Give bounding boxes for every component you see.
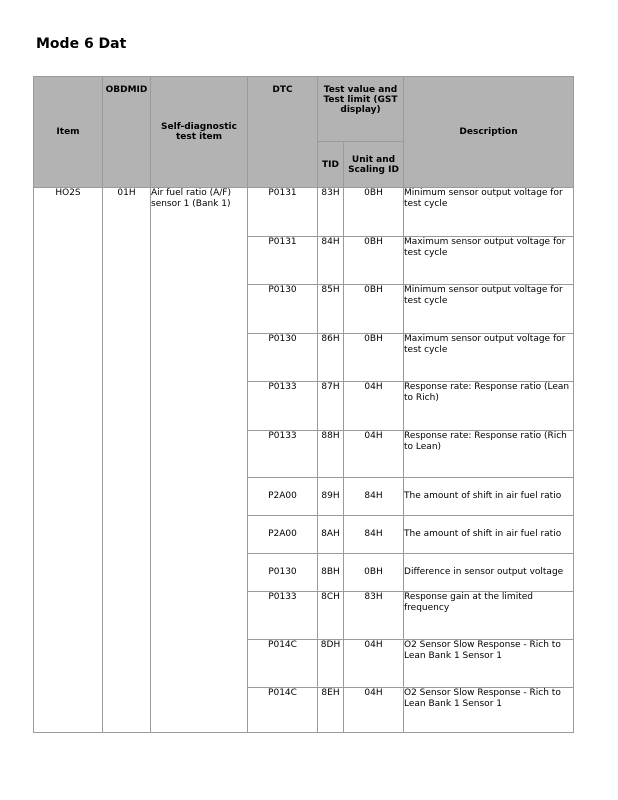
header-tid: TID <box>318 142 344 188</box>
header-self-diagnostic: Self-diagnostic test item <box>151 77 248 188</box>
unit-scaling-cell: 0BH <box>344 554 404 592</box>
tid-cell: 89H <box>318 478 344 516</box>
tid-cell: 8AH <box>318 516 344 554</box>
description-cell: Response rate: Response ratio (Rich to Lean) <box>404 431 574 478</box>
description-cell: Difference in sensor output voltage <box>404 554 574 592</box>
dtc-cell: P0133 <box>248 592 318 640</box>
dtc-cell: P0130 <box>248 554 318 592</box>
dtc-cell: P014C <box>248 688 318 733</box>
dtc-cell: P0130 <box>248 285 318 334</box>
header-item: Item <box>34 77 103 188</box>
header-test-value-group: Test value and Test limit (GST display) <box>318 77 404 142</box>
tid-cell: 8CH <box>318 592 344 640</box>
description-cell: The amount of shift in air fuel ratio <box>404 478 574 516</box>
dtc-cell: P0130 <box>248 334 318 382</box>
tid-cell: 87H <box>318 382 344 431</box>
unit-scaling-cell: 0BH <box>344 237 404 285</box>
tid-cell: 85H <box>318 285 344 334</box>
unit-scaling-cell: 04H <box>344 382 404 431</box>
unit-scaling-cell: 0BH <box>344 285 404 334</box>
dtc-cell: P2A00 <box>248 478 318 516</box>
tid-cell: 8EH <box>318 688 344 733</box>
unit-scaling-cell: 0BH <box>344 334 404 382</box>
header-obdmid: OBDMID <box>103 77 151 188</box>
description-cell: The amount of shift in air fuel ratio <box>404 516 574 554</box>
description-cell: Minimum sensor output voltage for test cycle <box>404 188 574 237</box>
description-cell: Response rate: Response ratio (Lean to Rich) <box>404 382 574 431</box>
dtc-cell: P0133 <box>248 431 318 478</box>
tid-cell: 8BH <box>318 554 344 592</box>
table-row <box>34 188 574 237</box>
tid-cell: 8DH <box>318 640 344 688</box>
dtc-cell: P2A00 <box>248 516 318 554</box>
header-dtc: DTC <box>248 77 318 188</box>
tid-cell: 86H <box>318 334 344 382</box>
item-cell: HO2S <box>34 188 103 733</box>
tid-cell: 88H <box>318 431 344 478</box>
unit-scaling-cell: 04H <box>344 640 404 688</box>
mode6-table <box>33 76 574 733</box>
description-cell: Response gain at the limited frequency <box>404 592 574 640</box>
header-description: Description <box>404 77 574 188</box>
description-cell: Maximum sensor output voltage for test cycle <box>404 334 574 382</box>
tid-cell: 83H <box>318 188 344 237</box>
header-unit-scaling: Unit and Scaling ID <box>344 142 404 188</box>
unit-scaling-cell: 83H <box>344 592 404 640</box>
tid-cell: 84H <box>318 237 344 285</box>
unit-scaling-cell: 0BH <box>344 188 404 237</box>
description-cell: O2 Sensor Slow Response - Rich to Lean Bank 1 Sensor 1 <box>404 640 574 688</box>
description-cell: Minimum sensor output voltage for test cycle <box>404 285 574 334</box>
dtc-cell: P0133 <box>248 382 318 431</box>
dtc-cell: P014C <box>248 640 318 688</box>
description-cell: O2 Sensor Slow Response - Rich to Lean Bank 1 Sensor 1 <box>404 688 574 733</box>
obdmid-cell: 01H <box>103 188 151 733</box>
self-diagnostic-cell: Air fuel ratio (A/F) sensor 1 (Bank 1) <box>151 188 248 733</box>
description-cell: Maximum sensor output voltage for test cycle <box>404 237 574 285</box>
unit-scaling-cell: 84H <box>344 478 404 516</box>
dtc-cell: P0131 <box>248 237 318 285</box>
unit-scaling-cell: 04H <box>344 431 404 478</box>
unit-scaling-cell: 84H <box>344 516 404 554</box>
page-title: Mode 6 Dat <box>36 36 127 52</box>
dtc-cell: P0131 <box>248 188 318 237</box>
unit-scaling-cell: 04H <box>344 688 404 733</box>
